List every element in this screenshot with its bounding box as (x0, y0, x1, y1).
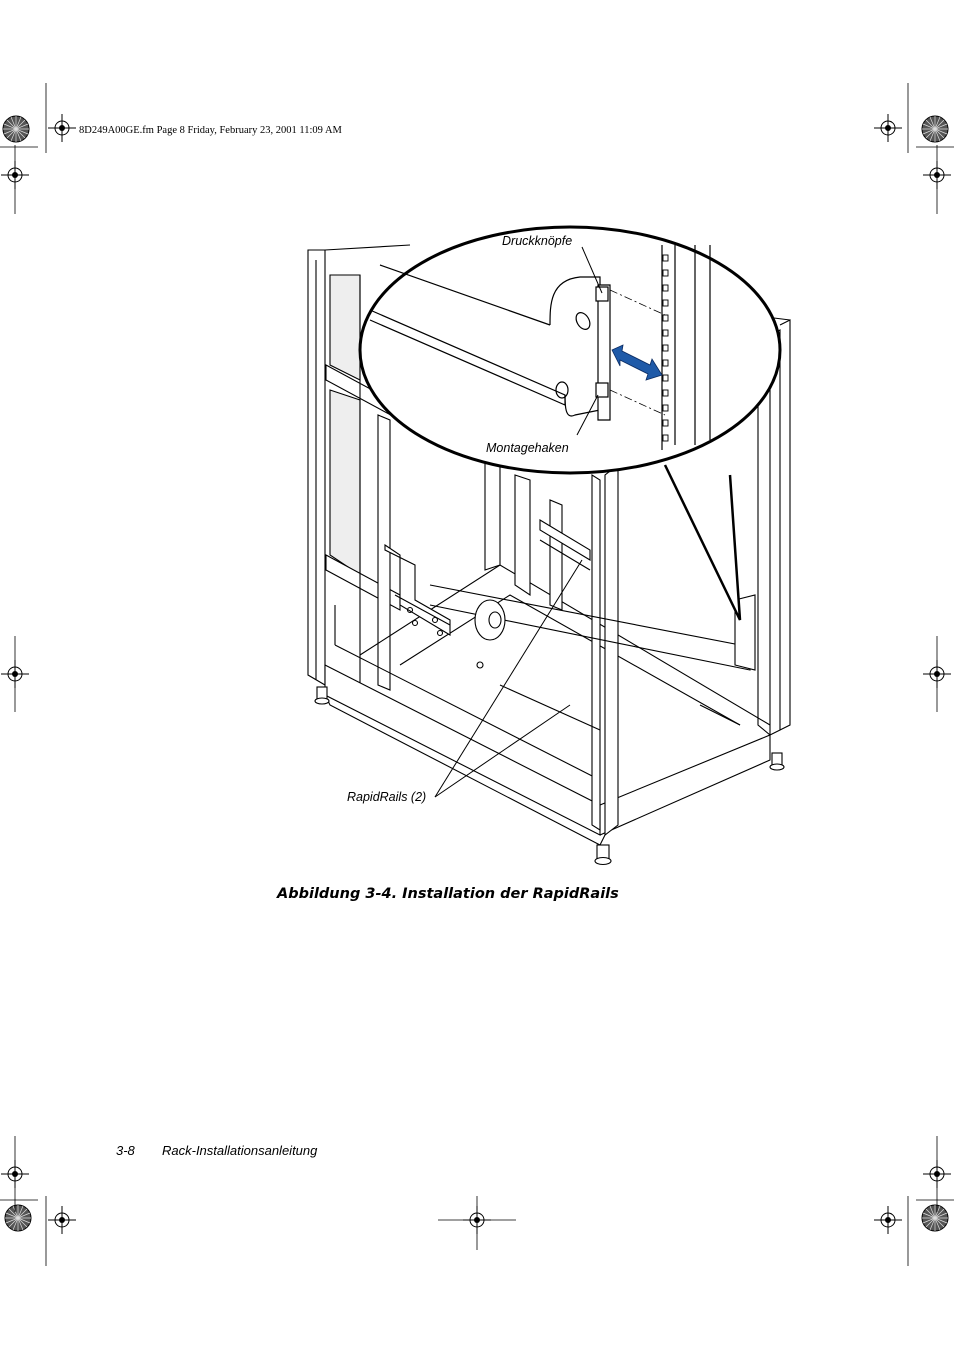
label-montagehaken: Montagehaken (486, 441, 569, 455)
page-number: 3-8 (116, 1143, 135, 1158)
rack-illustration (300, 225, 800, 875)
label-druckknoepfe: Druckknöpfe (502, 234, 573, 248)
footer-doc-title: Rack-Installationsanleitung (162, 1143, 318, 1158)
print-header: 8D249A00GE.fm Page 8 Friday, February 23, 2001 11:09 AM (79, 125, 342, 136)
color-target-icon (5, 1205, 31, 1231)
color-target-icon (3, 116, 29, 142)
label-rapidrails: RapidRails (2) (347, 790, 427, 804)
figure-caption: Abbildung 3-4. Installation der RapidRails (277, 886, 619, 902)
color-target-icon (922, 1205, 948, 1231)
color-target-icon (922, 116, 948, 142)
